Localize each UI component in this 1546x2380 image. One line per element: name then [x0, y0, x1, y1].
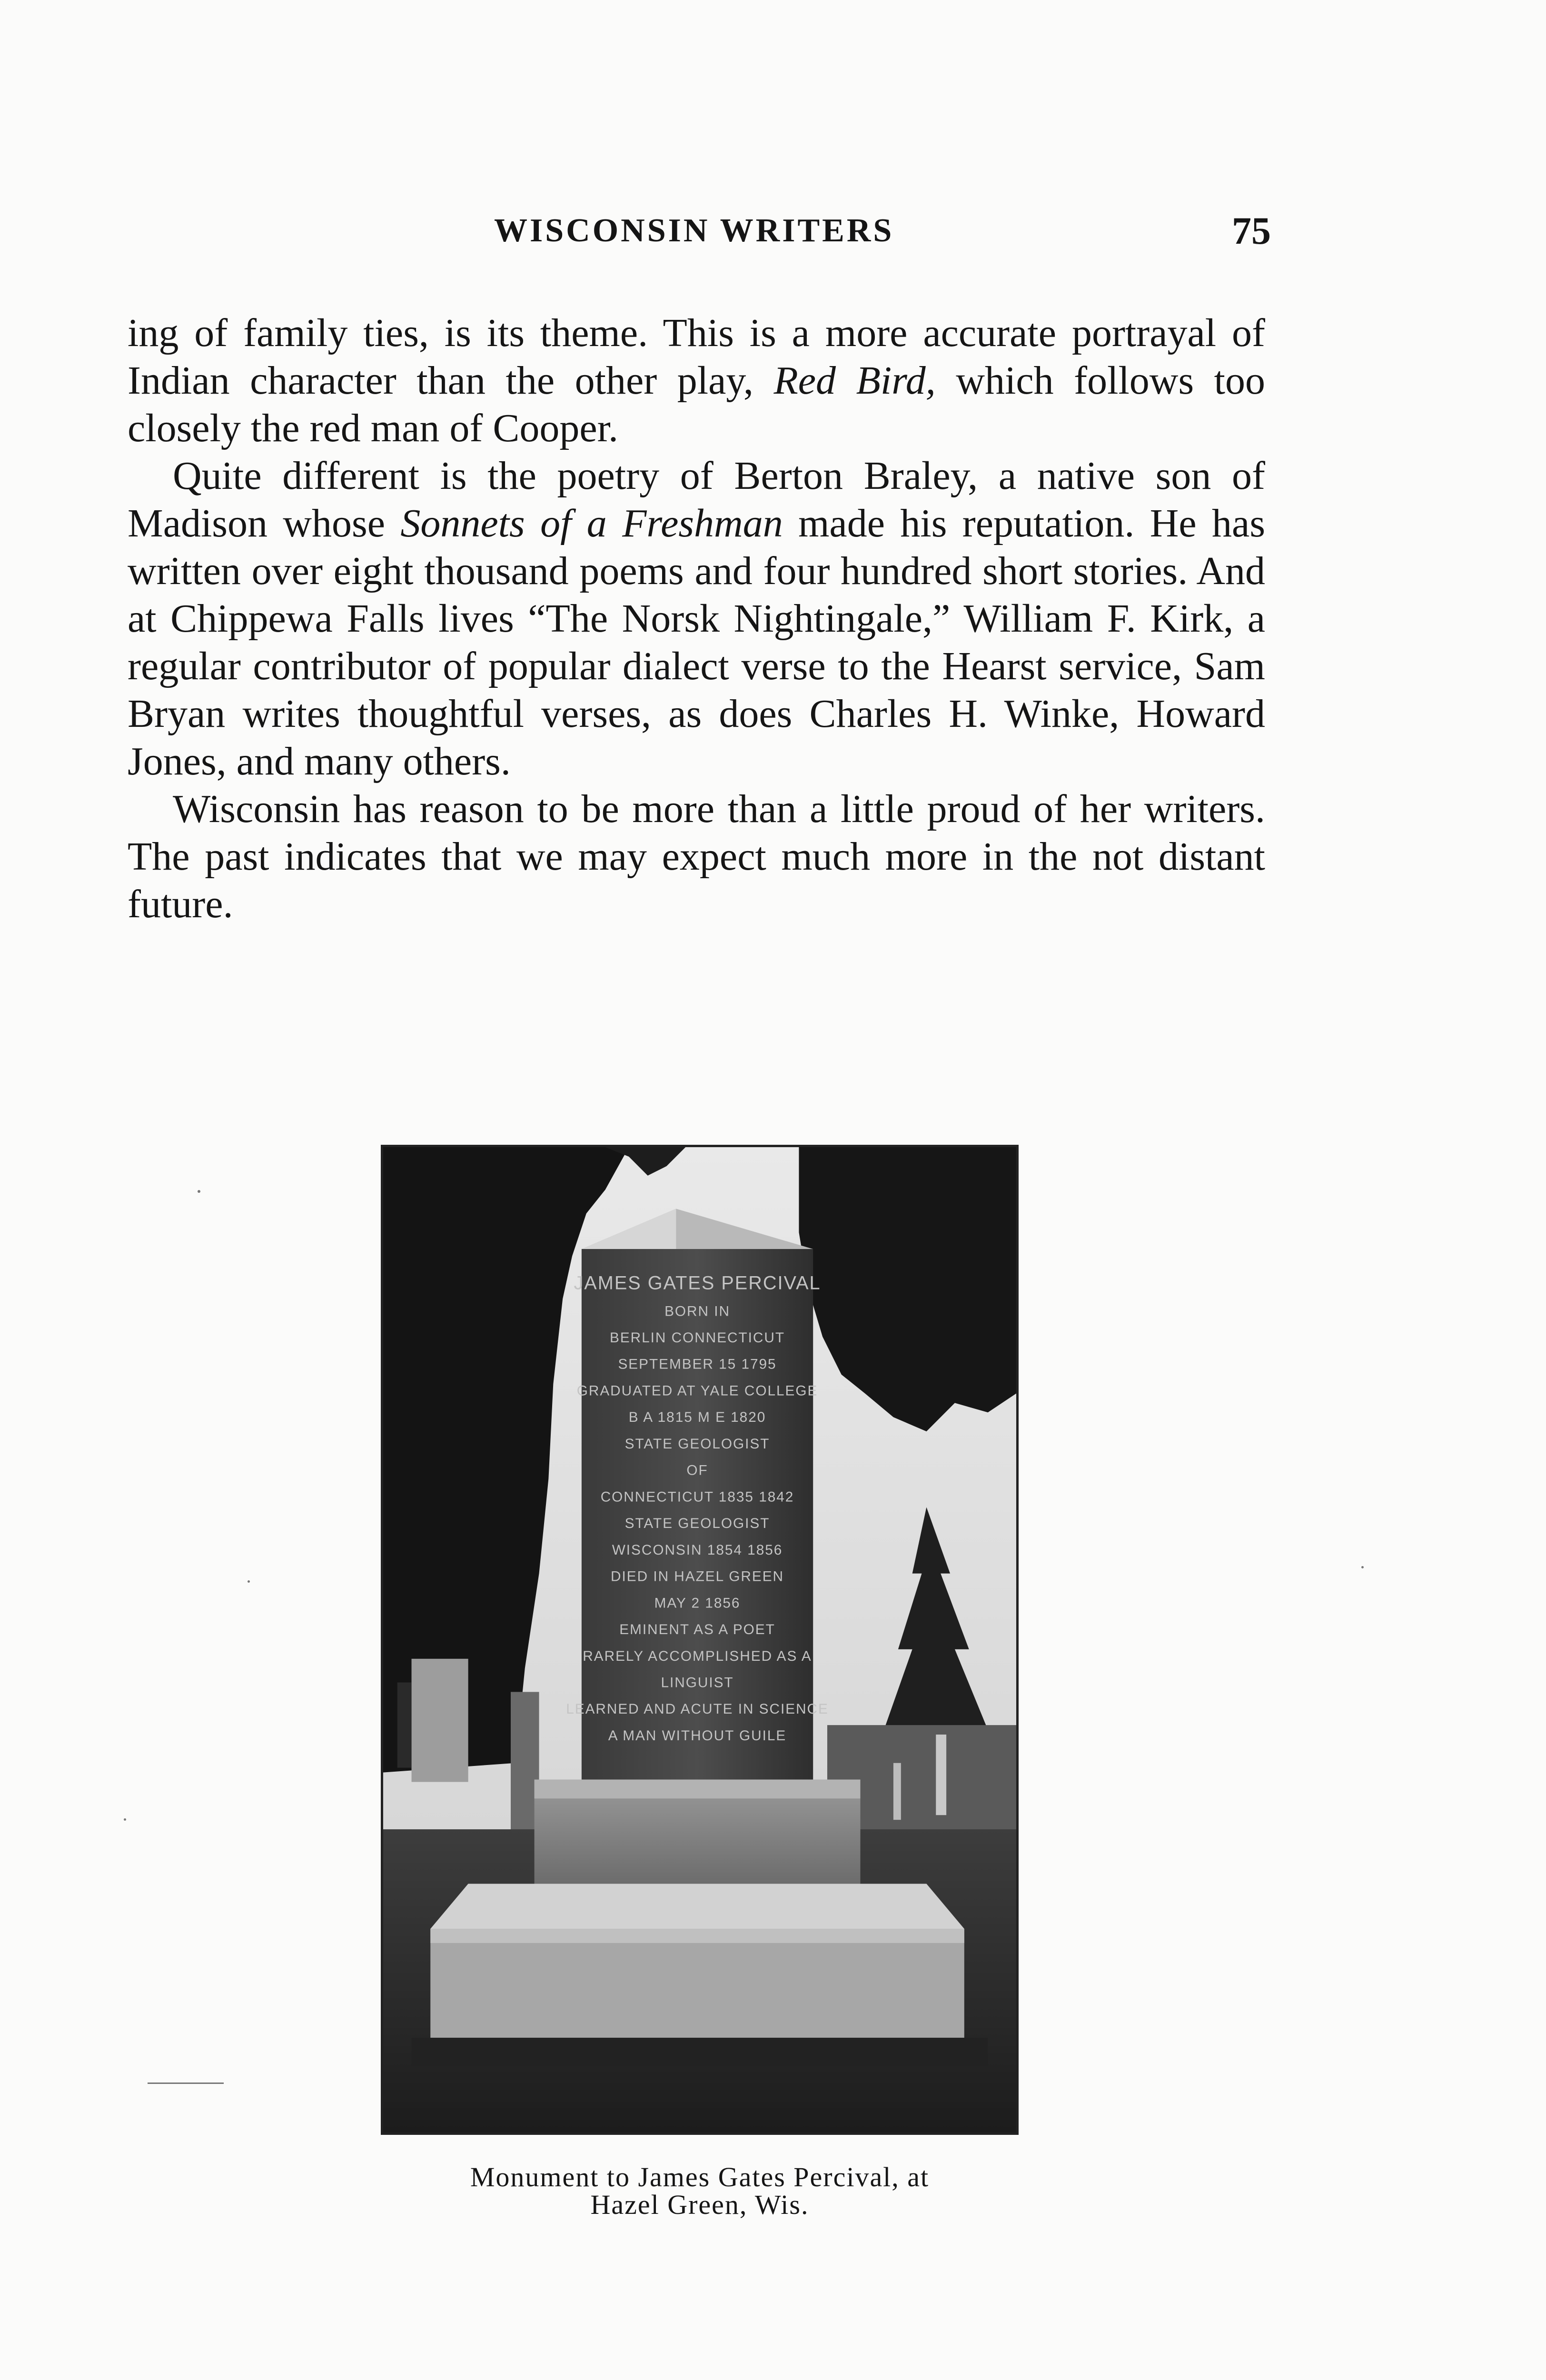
inscription-line: RARELY ACCOMPLISHED AS A [583, 1648, 812, 1664]
inscription-line: GRADUATED AT YALE COLLEGE [576, 1383, 818, 1399]
scan-speck [248, 1580, 250, 1583]
scan-speck [148, 2082, 224, 2084]
inscription-line: A MAN WITHOUT GUILE [608, 1727, 787, 1744]
inscription-line: LINGUIST [661, 1675, 734, 1691]
running-head: WISCONSIN WRITERS [494, 212, 894, 249]
inscription-line: BORN IN [664, 1303, 730, 1319]
body-text [128, 309, 1265, 928]
caption-line-1: Monument to James Gates Percival, at [470, 2162, 930, 2192]
inscription-line: BERLIN CONNECTICUT [610, 1329, 785, 1346]
inscription-line: OF [686, 1462, 708, 1478]
caption-line-2: Hazel Green, Wis. [590, 2189, 809, 2220]
inscription-line: DIED IN HAZEL GREEN [611, 1568, 784, 1585]
inscription-line: CONNECTICUT 1835 1842 [600, 1489, 794, 1505]
inscription-line: JAMES GATES PERCIVAL [574, 1272, 821, 1294]
inscription-line: MAY 2 1856 [654, 1595, 741, 1611]
figure-caption [333, 2163, 1066, 2219]
inscription-line: SEPTEMBER 15 1795 [618, 1356, 777, 1372]
paragraph-2: Quite different is the poetry of Berton Braley, a native son of Madison whose Sonnets of a Freshman made his reputation. He has written over eight thousand poems and four hundred short stories. And at Chippewa Falls lives “The Norsk Nightingale,” William F. Kirk, a regular contributor of popular dialect verse to the Hearst service, Sam Bryan writes thoughtful verses, as does Charles H. Winke, Howard Jones, and many others. [128, 454, 1266, 783]
paragraph-3: Wisconsin has reason to be more than a little proud of her writers. The past indicates that we may expect much more in the not distant future. [128, 787, 1265, 926]
page-number: 75 [1232, 209, 1271, 252]
monument-photo-illustration [383, 1147, 1016, 2132]
inscription-line: WISCONSIN 1854 1856 [612, 1542, 783, 1558]
inscription-line: STATE GEOLOGIST [624, 1516, 770, 1532]
scan-speck [1361, 1566, 1364, 1568]
inscription-line: EMINENT AS A POET [619, 1622, 775, 1638]
monument-photograph [381, 1145, 1019, 2135]
inscription-line: LEARNED AND ACUTE IN SCIENCE [566, 1701, 829, 1717]
paragraph-1: ing of family ties, is its theme. This is a more accurate portrayal of Indian character than the other play, Red Bird, which follows too closely the red man of Cooper. [128, 311, 1265, 450]
inscription-line: B A 1815 M E 1820 [628, 1409, 766, 1426]
inscription-line: STATE GEOLOGIST [624, 1436, 770, 1452]
scan-speck [124, 1818, 126, 1821]
scan-speck [198, 1190, 200, 1193]
